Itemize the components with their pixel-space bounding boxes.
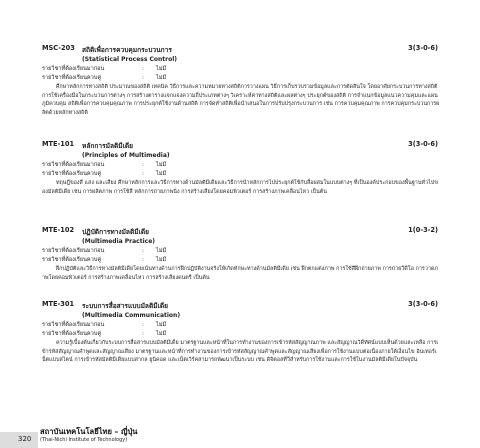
colon: : [142,66,144,72]
colon: : [142,171,144,177]
corequisite-value: ไม่มี [156,75,167,81]
colon: : [142,322,144,328]
corequisite-row [42,256,442,265]
prerequisite-label: รายวิชาที่ต้องเรียนมาก่อน [42,322,105,328]
page-number-tab [0,432,38,448]
course-credits: 3(3-0-6) [408,140,438,148]
prerequisite-row [42,161,442,170]
course-description: ฝึกปฏิบัติและวิธีการทางมัลติมีเดียโดยเน้นทางด้านการฝึกปฏิบัติงานจริงให้เกิดทักษะทางด้านมัลติมีเดีย เช่น ฝึกตกแต่งภาพ การใช้สีฝึกถ่ายภาพ การถ่ายวีดีโอ การวาดภาพโดยคอมพิวเตอร์ การสร้างภาพเคลื่อนไหว การสร้างเสียงดนตรี เป็นต้น [42,266,438,281]
prerequisite-label: รายวิชาที่ต้องเรียนมาก่อน [42,162,105,168]
course-english-title: (Principles of Multimedia) [82,152,170,159]
corequisite-label: รายวิชาที่ต้องเรียนควบคู่ [42,331,102,337]
institute-name-english: (Thai-Nichi Institute of Technology) [40,437,128,443]
course-credits: 1(0-3-2) [408,226,438,234]
course-thai-title: ปฏิบัติการทางมัลติมีเดีย [82,228,149,236]
page-number: 320 [18,435,32,443]
course-english-title: (Multimedia Practice) [82,238,156,245]
prerequisite-value: ไม่มี [156,248,167,254]
colon: : [142,75,144,81]
course-code: MTE-301 [42,300,75,308]
course-entry [42,300,442,365]
course-code: MTE-101 [42,140,75,148]
course-description: ทฤษฎีของสี แสง และเสียง ศึกษาหลักการและวิธีการทางด้านมัลติมีเดียและวิธีการนำหลักการไปประยุกต์ใช้กับสื่อผสมในแบบต่างๆ ที่เป็นองค์ประกอบของพื้นฐานทั่วไปของมัลติมีเดีย เช่น การผลิตภาพ การใช้สี หลักการถ่ายภาพนิ่ง การสร้างเสียงโดยคอมพิวเตอร์ การสร้างภาพเคลื่อนไหว เป็นต้น [42,180,438,195]
course-credits: 3(3-0-6) [408,44,438,52]
course-english-title: (Multimedia Communication) [82,312,181,319]
corequisite-value: ไม่มี [156,257,167,263]
prerequisite-row [42,247,442,256]
course-header [42,300,442,311]
prerequisite-label: รายวิชาที่ต้องเรียนมาก่อน [42,248,105,254]
course-code: MTE-102 [42,226,75,234]
course-english-title: (Statistical Process Control) [82,56,178,63]
course-entry [42,44,442,117]
colon: : [142,257,144,263]
corequisite-label: รายวิชาที่ต้องเรียนควบคู่ [42,257,102,263]
prerequisite-value: ไม่มี [156,66,167,72]
prerequisite-value: ไม่มี [156,322,167,328]
institute-name-thai: สถาบันเทคโนโลยีไทย – ญี่ปุ่น [40,427,138,436]
colon: : [142,331,144,337]
course-header [42,140,442,151]
corequisite-label: รายวิชาที่ต้องเรียนควบคู่ [42,75,102,81]
course-header [42,44,442,55]
corequisite-row [42,74,442,83]
course-header [42,226,442,237]
course-thai-title: ระบบการสื่อสารแบบมัลติมีเดีย [82,302,168,310]
course-thai-title: หลักการมัลติมีเดีย [82,142,134,150]
corequisite-label: รายวิชาที่ต้องเรียนควบคู่ [42,171,102,177]
corequisite-row [42,170,442,179]
course-credits: 3(3-0-6) [408,300,438,308]
course-description: ความรู้เบื้องต้นเกี่ยวกับระบบการสื่อสารแบบมัลติมีเดีย มาตรฐานและหน้าที่ในการทำงานของการเข้ารหัสสัญญาณภาพ และสัญญาณวิดีทัศน์แบบเห็นด้วยและเหลือ การเข้ารหัสสัญญาณคำพูดและสัญญาณเสียง มาตรฐานและหน้าที่การทำงานของการเข้ารหัสสัญญาณคำพูดและสัญญาณเสียงเพื่อการใช้งานแบบต่อเนื่องภายใต้เงื่อนไข อินเทอร์เน็ตแบบสไตน์ การเข้ารหัสมัลติมีเดียแบบสากล ยูนิคอด และเน็ตเวิร์คสามารถพัฒนาเป็นระบบ เช่น ดิจิตอลทีวีสำหรับการใช้งานและการใช้ในงานมัลติมีเดียในปัจจุบัน [42,340,439,364]
prerequisite-row [42,321,442,330]
corequisite-value: ไม่มี [156,171,167,177]
colon: : [142,162,144,168]
corequisite-value: ไม่มี [156,331,167,337]
prerequisite-value: ไม่มี [156,162,167,168]
course-code: MSC-203 [42,44,75,52]
prerequisite-label: รายวิชาที่ต้องเรียนมาก่อน [42,66,105,72]
course-thai-title: สถิติเพื่อการควบคุมกระบวนการ [82,46,172,54]
course-entry [42,226,442,282]
prerequisite-row [42,65,442,74]
colon: : [142,248,144,254]
course-description: ศึกษาหลักการทางสถิติ ประมาณของสถิติ เทคนิค วิธีการและความหมายทางสถิติการวางแผน วิธีการเก็บรวบรวมข้อมูลและการตัดสินใจ โดยอาศัยกระบวนการทางสถิติการใช้เครื่องมือในกระบวนการต่างๆ การสร้างตารางแจกแจงความถี่ประเภทต่างๆ วิเคราะห์ค่าทางสถิติและผลต่างๆ ประยุกต์ของสถิติ การจำแนกข้อมูลแนวความคุมและแผนภูมิควบคุม สถิติเพื่อการควบคุมคุณภาพ การประยุกต์ใช้งานด้านสถิติ การจัดทำสถิติเพื่อนำเสนอในการปรับปรุงกระบวนการ เช่น การควบคุมคุณภาพ การควบคุมกระบวนการผลิตด้วยหลักทางสถิติ [42,84,440,116]
course-entry [42,140,442,196]
corequisite-row [42,330,442,339]
